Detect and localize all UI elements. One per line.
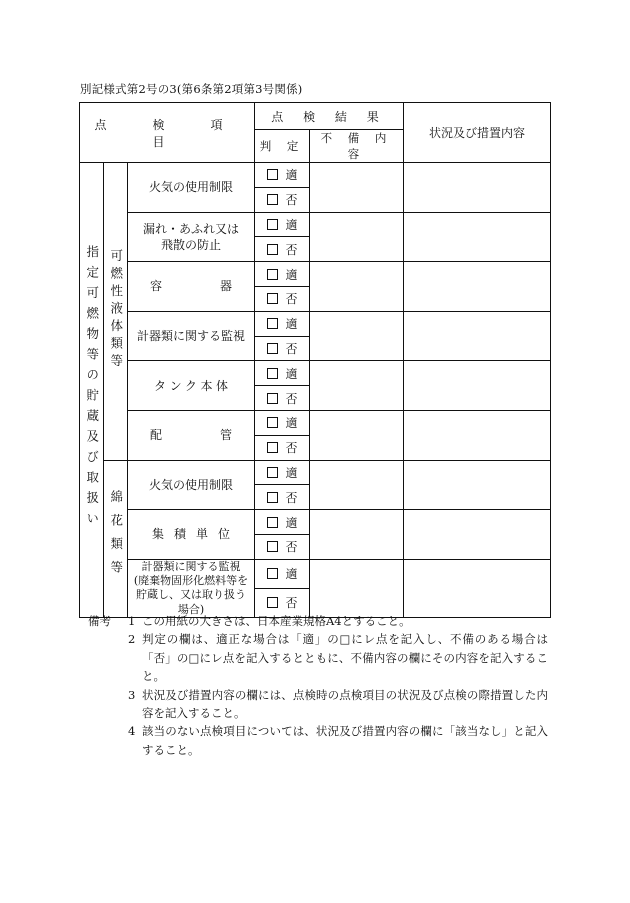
deficiency-cell[interactable]: [310, 311, 404, 361]
status-cell[interactable]: [404, 212, 551, 262]
item-fire-restriction-2: 火気の使用制限: [128, 460, 255, 510]
header-deficiency: 不 備 内 容: [310, 130, 404, 163]
header-status: 状況及び措置内容: [404, 103, 551, 163]
deficiency-cell[interactable]: [310, 163, 404, 213]
checkbox-icon[interactable]: [267, 318, 278, 329]
deficiency-cell[interactable]: [310, 361, 404, 411]
status-cell[interactable]: [404, 410, 551, 460]
checkbox-icon[interactable]: [267, 269, 278, 280]
category-cell: 指定可燃物等の貯蔵及び取扱い: [80, 163, 104, 618]
header-items: 点 検 項 目: [80, 103, 255, 163]
judge-ng-checkbox[interactable]: 否: [255, 386, 310, 411]
checkbox-icon[interactable]: [267, 442, 278, 453]
judge-ok-checkbox[interactable]: 適: [255, 163, 310, 188]
judge-ng-checkbox[interactable]: 否: [255, 336, 310, 361]
checkbox-icon[interactable]: [267, 194, 278, 205]
deficiency-cell[interactable]: [310, 410, 404, 460]
checkbox-icon[interactable]: [267, 343, 278, 354]
judge-ok-checkbox[interactable]: 適: [255, 510, 310, 535]
checkbox-icon[interactable]: [267, 492, 278, 503]
note-item: 2 判定の欄は、適正な場合は「適」の□にレ点を記入し、不備のある場合は「否」の□にレ点を記入するとともに、不備内容の欄にその内容を記入すること。: [128, 632, 548, 684]
checkbox-icon[interactable]: [267, 517, 278, 528]
status-cell[interactable]: [404, 361, 551, 411]
header-results: 点 検 結 果: [255, 103, 404, 130]
note-item: 備考 1 この用紙の大きさは、日本産業規格A4とすること。: [88, 612, 548, 630]
judge-ng-checkbox[interactable]: 否: [255, 237, 310, 262]
item-piping: 配管: [128, 410, 255, 460]
judge-ng-checkbox[interactable]: 否: [255, 286, 310, 311]
judge-ok-checkbox[interactable]: 適: [255, 311, 310, 336]
notes-lead: 備考: [88, 614, 111, 628]
checkbox-icon[interactable]: [267, 293, 278, 304]
judge-ng-checkbox[interactable]: 否: [255, 534, 310, 559]
judge-ng-checkbox[interactable]: 否: [255, 187, 310, 212]
checkbox-icon[interactable]: [267, 568, 278, 579]
judge-ng-checkbox[interactable]: 否: [255, 588, 310, 617]
deficiency-cell[interactable]: [310, 460, 404, 510]
group-label-cotton: 綿花類等: [104, 460, 128, 617]
judge-ok-checkbox[interactable]: 適: [255, 460, 310, 485]
item-tank-body: タンク本体: [128, 361, 255, 411]
judge-ok-checkbox[interactable]: 適: [255, 361, 310, 386]
status-cell[interactable]: [404, 510, 551, 560]
notes-section: [88, 612, 548, 759]
item-container: 容器: [128, 262, 255, 312]
deficiency-cell[interactable]: [310, 262, 404, 312]
inspection-table: [79, 102, 551, 618]
checkbox-icon[interactable]: [267, 169, 278, 180]
checkbox-icon[interactable]: [267, 417, 278, 428]
judge-ok-checkbox[interactable]: 適: [255, 262, 310, 287]
deficiency-cell[interactable]: [310, 212, 404, 262]
judge-ng-checkbox[interactable]: 否: [255, 435, 310, 460]
item-leak-prevention: 漏れ・あふれ又は飛散の防止: [128, 212, 255, 262]
item-stacking-unit: 集積単位: [128, 510, 255, 560]
status-cell[interactable]: [404, 460, 551, 510]
checkbox-icon[interactable]: [267, 219, 278, 230]
header-judgment: 判 定: [255, 130, 310, 163]
checkbox-icon[interactable]: [267, 467, 278, 478]
checkbox-icon[interactable]: [267, 541, 278, 552]
item-instrument-monitoring-rdf: 計器類に関する監視 (廃棄物固形化燃料等を貯蔵し、又は取り扱う場合): [128, 559, 255, 617]
deficiency-cell[interactable]: [310, 510, 404, 560]
item-fire-restriction: 火気の使用制限: [128, 163, 255, 213]
judge-ok-checkbox[interactable]: 適: [255, 559, 310, 588]
status-cell[interactable]: [404, 262, 551, 312]
item-instrument-monitoring: 計器類に関する監視: [128, 311, 255, 361]
deficiency-cell[interactable]: [310, 559, 404, 617]
status-cell[interactable]: [404, 559, 551, 617]
checkbox-icon[interactable]: [267, 597, 278, 608]
group-label-flammable-liquids: 可燃性液体類等: [104, 163, 128, 461]
status-cell[interactable]: [404, 311, 551, 361]
status-cell[interactable]: [404, 163, 551, 213]
checkbox-icon[interactable]: [267, 393, 278, 404]
judge-ok-checkbox[interactable]: 適: [255, 212, 310, 237]
checkbox-icon[interactable]: [267, 244, 278, 255]
judge-ng-checkbox[interactable]: 否: [255, 485, 310, 510]
form-title: 別記様式第2号の3(第6条第2項第3号関係): [80, 82, 303, 96]
checkbox-icon[interactable]: [267, 368, 278, 379]
judge-ok-checkbox[interactable]: 適: [255, 410, 310, 435]
note-item: 4 該当のない点検項目については、状況及び措置内容の欄に「該当なし」と記入すること。: [128, 724, 548, 757]
note-item: 3 状況及び措置内容の欄には、点検時の点検項目の状況及び点検の際措置した内容を記入すること。: [128, 687, 548, 721]
